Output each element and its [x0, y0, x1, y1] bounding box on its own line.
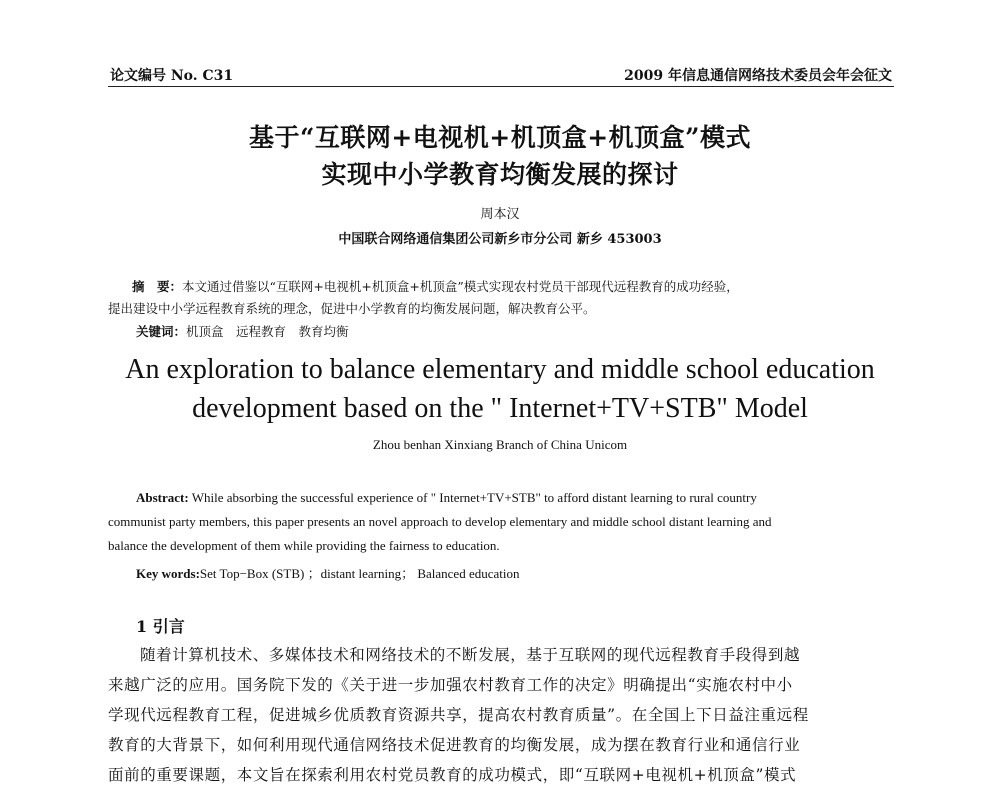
abstract-en-line-1	[108, 486, 898, 510]
section-heading: 1 引言	[136, 617, 185, 636]
body-line: 随着计算机技术、多媒体技术和网络技术的不断发展，基于互联网的现代远程教育手段得到越	[140, 646, 801, 664]
author-en: Zhou benhan Xinxiang Branch of China Unicom	[372, 437, 628, 452]
abstract-cn-line-2: 提出建设中小学远程教育系统的理念，促进中小学教育的均衡发展问题，解决教育公平。	[108, 301, 596, 316]
section-body	[108, 640, 898, 790]
paper-number: 论文编号 No. C31	[110, 68, 234, 84]
keywords-en-label: Key words:	[136, 566, 200, 581]
conference-name: 2009 年信息通信网络技术委员会年会征文	[624, 68, 892, 84]
keywords-cn-text: 机顶盒 远程教育 教育均衡	[186, 324, 349, 339]
body-line: 学现代远程教育工程，促进城乡优质教育资源共享，提高农村教育质量”。在全国上下日益注重远程	[108, 706, 809, 724]
body-line: 面前的重要课题，本文旨在探索利用农村党员教育的成功模式，即“互联网+电视机+机顶盒”模式	[108, 766, 797, 784]
keywords-cn-label: 关键词：	[136, 324, 187, 339]
abstract-en-label: Abstract:	[136, 490, 189, 505]
chinese-title-line-1: 基于“互联网+电视机+机顶盒+机顶盒”模式	[248, 123, 752, 152]
abstract-en-line-2: communist party members, this paper presents an novel approach to develop elementary and middle school distant learning and	[108, 514, 772, 529]
abstract-cn-line-1	[108, 276, 898, 298]
author-cn: 周本汉	[480, 207, 520, 222]
keywords-cn	[136, 322, 349, 340]
running-header	[108, 62, 894, 87]
abstract-cn-label: 摘 要：	[132, 279, 183, 294]
abstract-en-line-3: balance the development of them while providing the fairness to education.	[108, 538, 500, 553]
abstract-en-text-1: While absorbing the successful experience of " Internet+TV+STB" to afford distant learning to rural country	[191, 490, 757, 505]
english-title-line-1: An exploration to balance elementary and middle school education	[125, 354, 875, 385]
affiliation-cn: 中国联合网络通信集团公司新乡市分公司 新乡 453003	[338, 232, 662, 247]
body-line: 来越广泛的应用。国务院下发的《关于进一步加强农村教育工作的决定》明确提出“实施农村中小	[108, 676, 793, 694]
keywords-en	[136, 563, 520, 582]
keywords-en-text: Set Top−Box (STB) ；distant learning； Balanced education	[199, 566, 520, 581]
abstract-en	[108, 486, 898, 558]
chinese-title-line-2: 实现中小学教育均衡发展的探讨	[321, 160, 679, 189]
abstract-cn	[108, 276, 898, 320]
english-title-line-2: development based on the " Internet+TV+STB" Model	[192, 393, 808, 424]
body-line: 教育的大背景下，如何利用现代通信网络技术促进教育的均衡发展，成为摆在教育行业和通信行业	[108, 736, 801, 754]
abstract-cn-text-1: 本文通过借鉴以“互联网+电视机+机顶盒+机顶盒”模式实现农村党员干部现代远程教育的成功经验，	[182, 279, 739, 294]
